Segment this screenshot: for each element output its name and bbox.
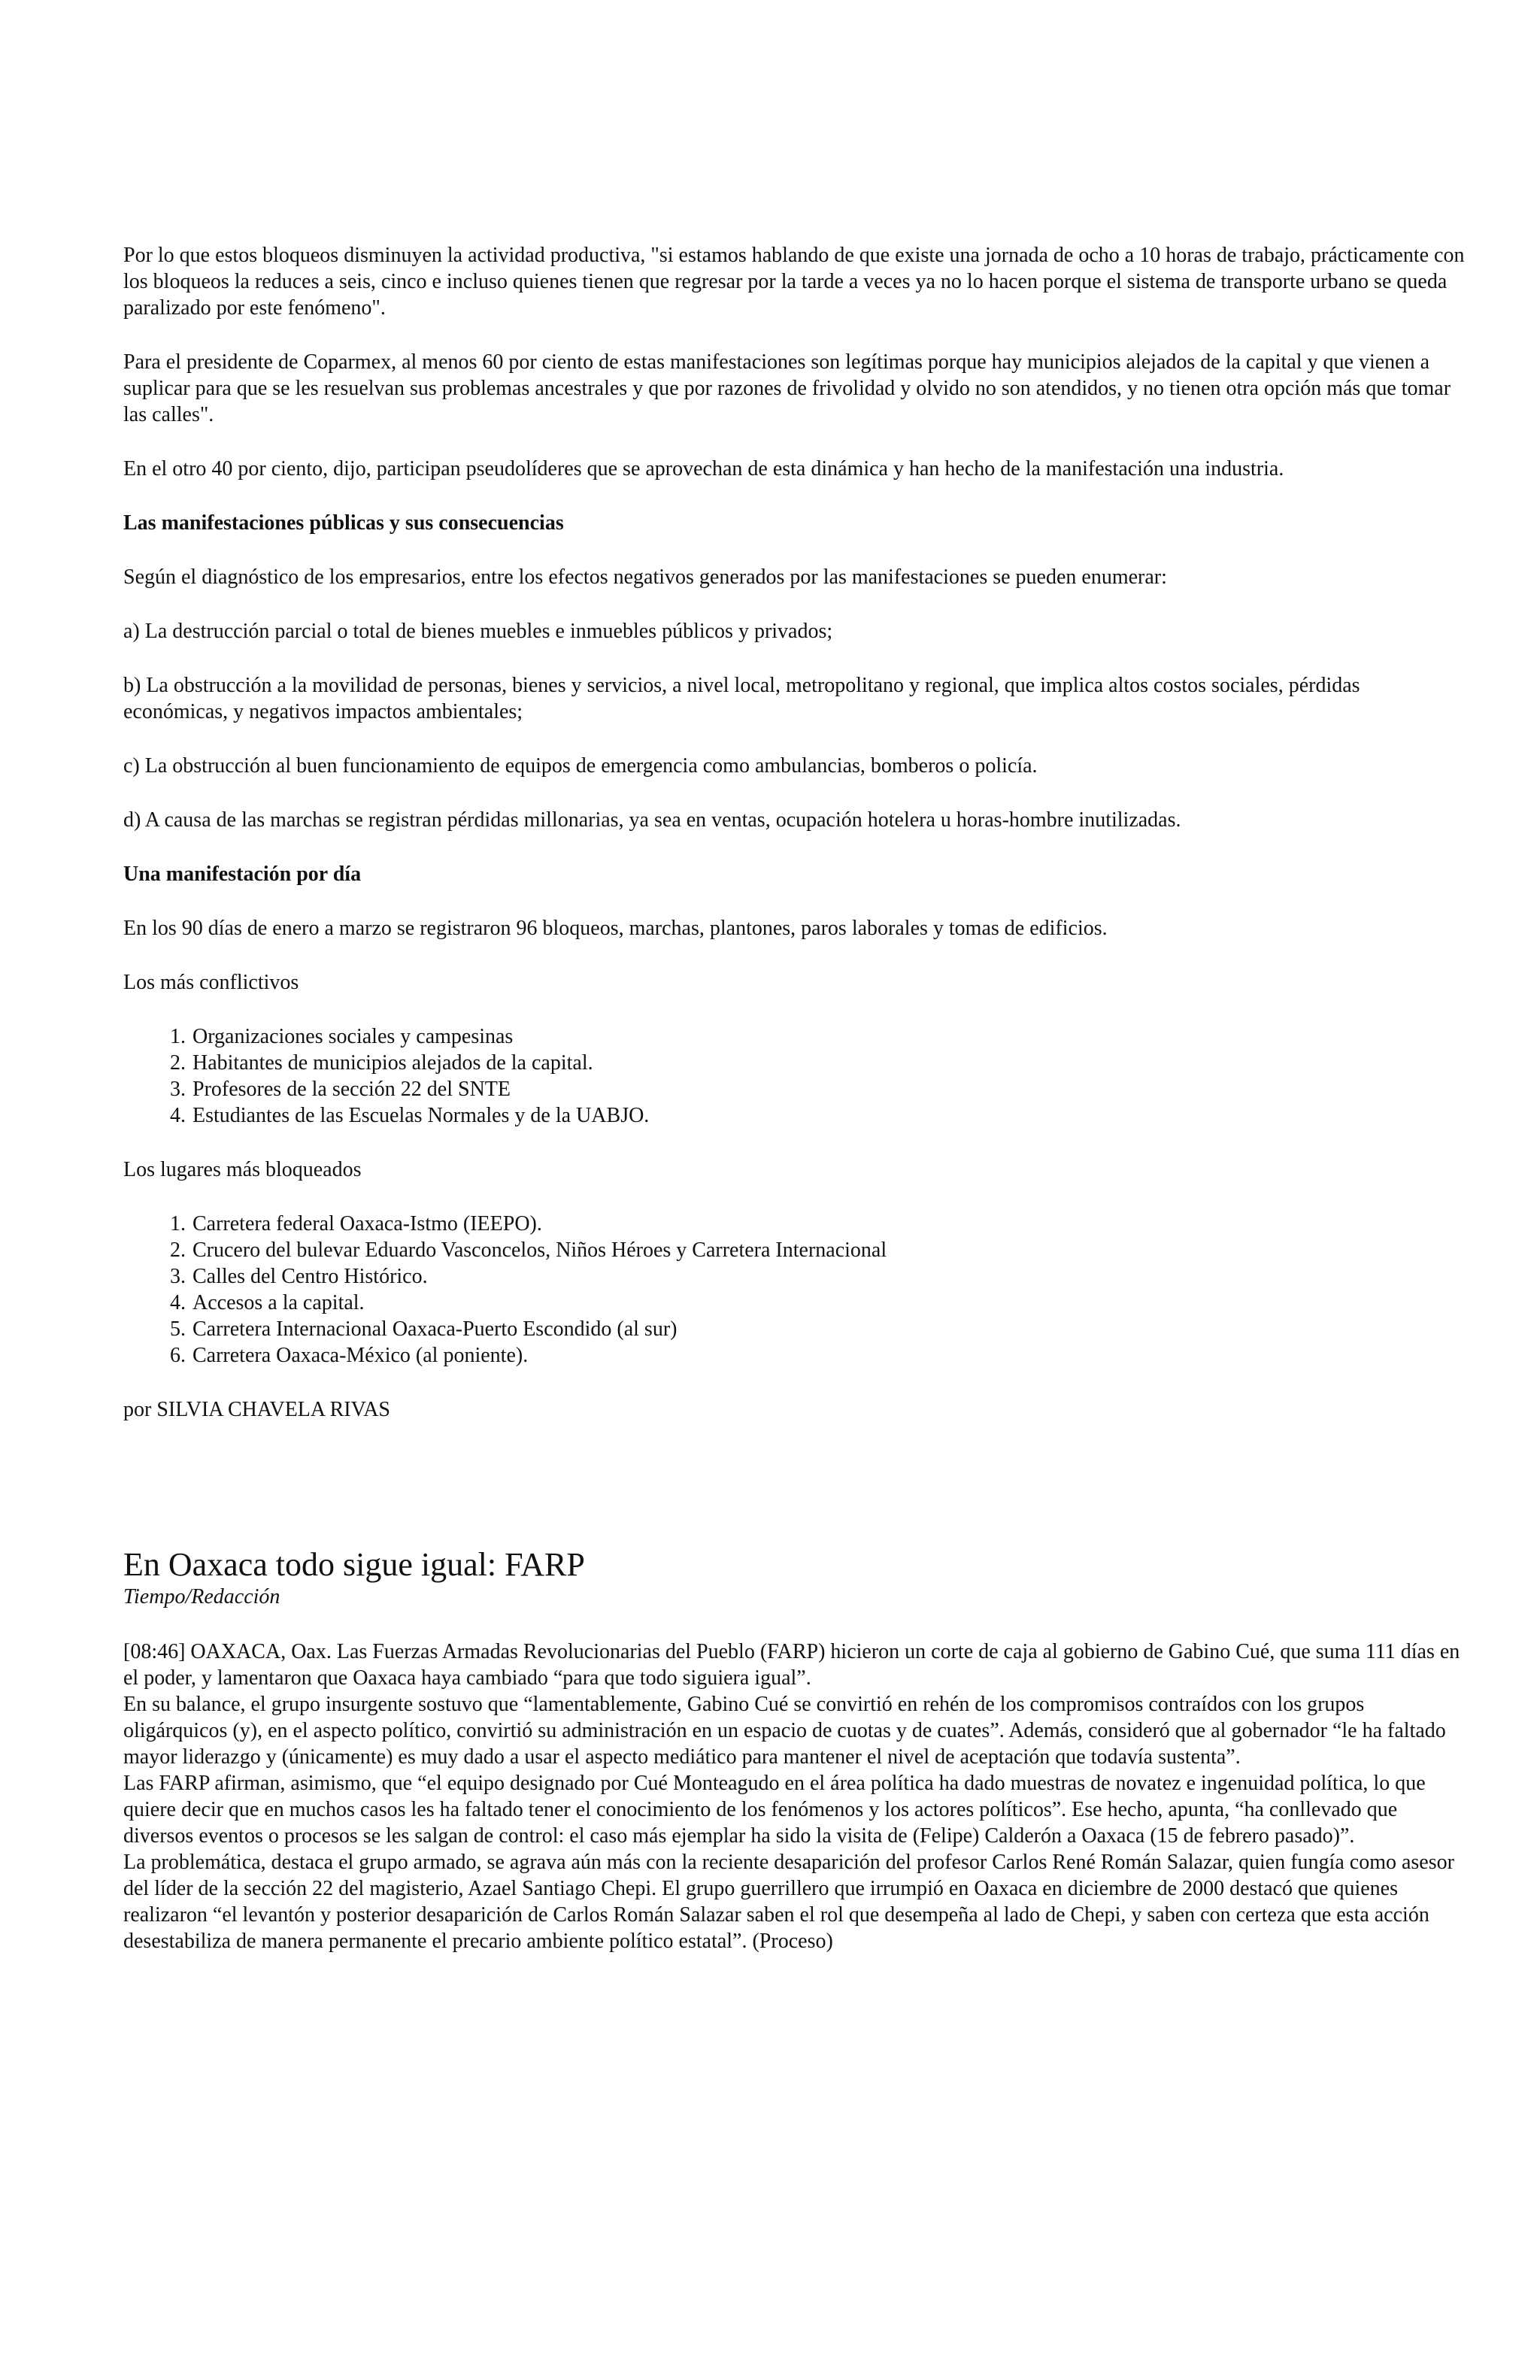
list-item: 3. Profesores de la sección 22 del SNTE: [191, 1076, 1469, 1102]
section-heading-per-day: Una manifestación por día: [123, 863, 362, 886]
paragraph-effect-c: c) La obstrucción al buen funcionamiento de equipos de emergencia como ambulancias, bomberos o policía.: [123, 754, 1038, 778]
paragraph-coparmex: Para el presidente de Coparmex, al menos 60 por ciento de estas manifestaciones son legítimas porque hay municipios alejados de la capital y que vienen a suplicar para que se les resuelvan sus problemas ancestrales y que por razones de frivolidad y olvido no son atendidos, y no tienen otra opción más que tomar las calles".: [123, 350, 1451, 426]
list-item: 4. Estudiantes de las Escuelas Normales y de la UABJO.: [191, 1102, 1469, 1129]
article-paragraph: [08:46] OAXACA, Oax. Las Fuerzas Armadas Revolucionarias del Pueblo (FARP) hicieron un corte de caja al gobierno de Gabino Cué, que suma 111 días en el poder, y lamentaron que Oaxaca haya cambiado “para que todo siguiera igual”.: [123, 1640, 1460, 1690]
article-two: [123, 1546, 1469, 1954]
article-paragraph: En su balance, el grupo insurgente sostuvo que “lamentablemente, Gabino Cué se convirtió en rehén de los compromisos contraídos con los grupos oligárquicos (y), en el aspecto político, convirtió su administración en un espacio de cuotas y de cuates”. Además, consideró que al gobernador “le ha faltado mayor liderazgo y (únicamente) es muy dado a usar el aspecto mediático para mantener el nivel de aceptación que todavía sustenta”.: [123, 1693, 1446, 1769]
paragraph-effect-b: b) La obstrucción a la movilidad de personas, bienes y servicios, a nivel local, metropolitano y regional, que implica altos costos sociales, pérdidas económicas, y negativos impactos ambientales;: [123, 674, 1360, 723]
article-paragraph: Las FARP afirman, asimismo, que “el equipo designado por Cué Monteagudo en el área política ha dado muestras de novatez e ingenuidad política, lo que quiere decir que en muchos casos les ha faltado tener el conocimiento de los fenómenos y los actores políticos”. Ese hecho, apunta, “ha conllevado que diversos eventos o procesos se les salgan de control: el caso más ejemplar ha sido la visita de (Felipe) Calderón a Oaxaca (15 de febrero pasado)”.: [123, 1772, 1426, 1848]
list-item: 2. Crucero del bulevar Eduardo Vasconcelos, Niños Héroes y Carretera Internacional: [191, 1237, 1469, 1263]
list-item: 5. Carretera Internacional Oaxaca-Puerto Escondido (al sur): [191, 1316, 1469, 1342]
section-heading-consequences: Las manifestaciones públicas y sus consecuencias: [123, 511, 564, 535]
list-most-blocked: [123, 1211, 1469, 1369]
article-title: En Oaxaca todo sigue igual: FARP: [123, 1546, 585, 1583]
article-one: [123, 242, 1469, 1451]
paragraph-diagnosis: Según el diagnóstico de los empresarios, entre los efectos negativos generados por las manifestaciones se pueden enumerar:: [123, 565, 1167, 589]
article-source: Tiempo/Redacción: [123, 1585, 280, 1608]
list-item: 2. Habitantes de municipios alejados de la capital.: [191, 1050, 1469, 1076]
list-item: 6. Carretera Oaxaca-México (al poniente).: [191, 1342, 1469, 1369]
list-item: 1. Carretera federal Oaxaca-Istmo (IEEPO).: [191, 1211, 1469, 1237]
list-item: 3. Calles del Centro Histórico.: [191, 1263, 1469, 1290]
paragraph-productivity: Por lo que estos bloqueos disminuyen la actividad productiva, "si estamos hablando de que existe una jornada de ocho a 10 horas de trabajo, prácticamente con los bloqueos la reduces a seis, cinco e incluso quienes tienen que regresar por la tarde a veces ya no lo hacen porque el sistema de transporte urbano se queda paralizado por este fenómeno".: [123, 244, 1465, 320]
byline: por SILVIA CHAVELA RIVAS: [123, 1398, 390, 1421]
paragraph-effect-d: d) A causa de las marchas se registran pérdidas millonarias, ya sea en ventas, ocupación hotelera u horas-hombre inutilizadas.: [123, 808, 1181, 832]
paragraph-most-conflictive: Los más conflictivos: [123, 971, 299, 994]
paragraph-ninety-days: En los 90 días de enero a marzo se registraron 96 bloqueos, marchas, plantones, paros laborales y tomas de edificios.: [123, 917, 1108, 940]
paragraph-pseudoleaders: En el otro 40 por ciento, dijo, participan pseudolíderes que se aprovechan de esta dinámica y han hecho de la manifestación una industria.: [123, 457, 1284, 481]
paragraph-most-blocked: Los lugares más bloqueados: [123, 1158, 362, 1181]
article-paragraph: La problemática, destaca el grupo armado, se agrava aún más con la reciente desaparición del profesor Carlos René Román Salazar, quien fungía como asesor del líder de la sección 22 del magisterio, Azael Santiago Chepi. El grupo guerrillero que irrumpió en Oaxaca en diciembre de 2000 destacó que quienes realizaron “el levantón y posterior desaparición de Carlos Román Salazar saben el rol que desempeña al lado de Chepi, y saben con certeza que esta acción desestabiliza de manera permanente el precario ambiente político estatal”. (Proceso): [123, 1851, 1454, 1953]
list-item: 1. Organizaciones sociales y campesinas: [191, 1023, 1469, 1050]
list-item: 4. Accesos a la capital.: [191, 1290, 1469, 1316]
list-most-conflictive: [123, 1023, 1469, 1129]
paragraph-effect-a: a) La destrucción parcial o total de bienes muebles e inmuebles públicos y privados;: [123, 620, 833, 643]
